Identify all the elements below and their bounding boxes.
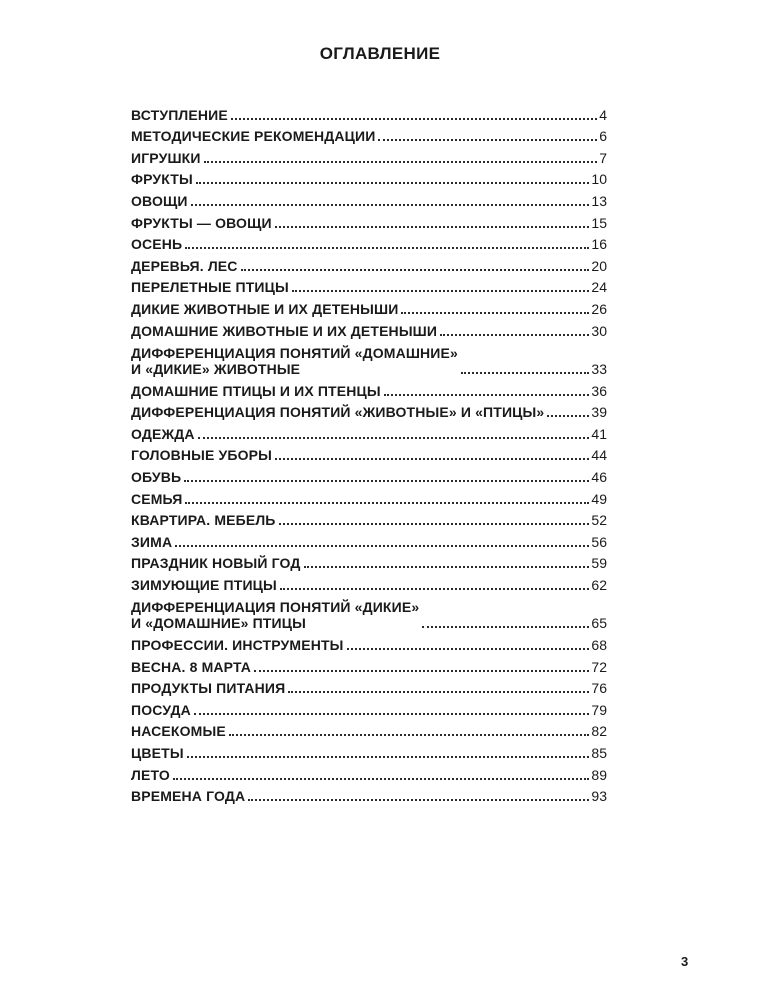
toc-entry-page: 79 [591, 701, 607, 718]
toc-entry-label: ДЕРЕВЬЯ. ЛЕС [131, 257, 238, 274]
toc-entry [131, 420, 607, 442]
toc-entry-page: 68 [591, 637, 607, 654]
dot-leader [461, 372, 589, 374]
dot-leader [187, 756, 590, 758]
dot-leader [347, 648, 590, 650]
toc-entry-page: 30 [591, 322, 607, 339]
toc-entry [131, 739, 607, 761]
toc-entry-label: ДИФФЕРЕНЦИАЦИЯ ПОНЯТИЙ «ЖИВОТНЫЕ» И «ПТИЦЫ» [131, 404, 545, 421]
toc-entry [131, 783, 607, 805]
toc-entry-page: 10 [591, 171, 607, 188]
toc-entry-page: 6 [599, 128, 607, 145]
toc-entry-label: ОСЕНЬ [131, 236, 183, 253]
toc-entry-page: 13 [591, 192, 607, 209]
toc-entry [131, 571, 607, 593]
dot-leader [185, 247, 589, 249]
toc-entry-label: ФРУКТЫ [131, 171, 193, 188]
page-number: 3 [681, 954, 689, 969]
toc-entry-label: ОДЕЖДА [131, 425, 195, 442]
toc-entry-page: 16 [591, 236, 607, 253]
toc-entry [131, 252, 607, 274]
toc-entry-label: КВАРТИРА. МЕБЕЛЬ [131, 512, 276, 529]
toc-entry-page: 59 [591, 555, 607, 572]
dot-leader [229, 734, 590, 736]
toc-entry-label: СЕМЬЯ [131, 490, 183, 507]
toc-entry-page: 62 [591, 576, 607, 593]
toc-entry [131, 653, 607, 675]
toc-entry [131, 593, 607, 632]
toc-entry-page: 39 [591, 404, 607, 421]
dot-leader [279, 523, 590, 525]
toc-entry-page: 44 [591, 447, 607, 464]
toc-entry-label: ВРЕМЕНА ГОДА [131, 788, 246, 805]
dot-leader [378, 139, 597, 141]
dot-leader [184, 480, 589, 482]
dot-leader [194, 713, 590, 715]
toc-entry-page: 24 [591, 279, 607, 296]
toc-entry-page: 46 [591, 469, 607, 485]
toc-entry [131, 187, 607, 209]
toc-entry-label: ПРОФЕССИИ. ИНСТРУМЕНТЫ [131, 637, 344, 654]
dot-leader [198, 437, 590, 439]
toc-entry-page: 89 [591, 766, 607, 783]
toc-entry [131, 274, 607, 296]
toc-entry-page: 65 [591, 615, 607, 632]
table-of-contents [131, 101, 607, 804]
toc-entry-label: ДИФФЕРЕНЦИАЦИЯ ПОНЯТИЙ «ДИКИЕ» И «ДОМАШНИЕ» ПТИЦЫ [131, 599, 420, 632]
toc-entry [131, 231, 607, 253]
toc-entry [131, 761, 607, 783]
toc-entry [131, 123, 607, 145]
dot-leader [422, 626, 589, 628]
toc-entry-page: 85 [591, 745, 607, 762]
toc-entry-page: 76 [591, 680, 607, 697]
toc-entry [131, 696, 607, 718]
toc-entry-page: 82 [591, 723, 607, 740]
dot-leader [384, 394, 590, 396]
toc-entry-label: ПРАЗДНИК НОВЫЙ ГОД [131, 555, 301, 572]
toc-entry-label: ЗИМУЮЩИЕ ПТИЦЫ [131, 576, 277, 593]
toc-entry [131, 377, 607, 399]
dot-leader [204, 161, 598, 163]
toc-entry-label: ВСТУПЛЕНИЕ [131, 106, 228, 123]
toc-entry [131, 631, 607, 653]
toc-entry [131, 339, 607, 378]
dot-leader [241, 269, 590, 271]
toc-entry-label: ИГРУШКИ [131, 149, 201, 166]
dot-leader [231, 118, 597, 120]
toc-entry-label: ПОСУДА [131, 701, 191, 718]
toc-entry [131, 101, 607, 123]
toc-entry-page: 26 [591, 300, 607, 317]
toc-entry-page: 41 [591, 425, 607, 442]
toc-entry [131, 718, 607, 740]
toc-entry-label: ЛЕТО [131, 766, 170, 783]
toc-entry-label: ЦВЕТЫ [131, 745, 184, 762]
toc-entry-label: ДИФФЕРЕНЦИАЦИЯ ПОНЯТИЙ «ДОМАШНИЕ» И «ДИКИЕ» ЖИВОТНЫЕ [131, 345, 458, 378]
toc-entry-label: ОВОЩИ [131, 192, 188, 209]
toc-entry [131, 442, 607, 464]
toc-entry-page: 72 [591, 658, 607, 675]
toc-entry-label: МЕТОДИЧЕСКИЕ РЕКОМЕНДАЦИИ [131, 128, 376, 145]
toc-entry [131, 144, 607, 166]
toc-entry [131, 528, 607, 550]
toc-entry-label: ПРОДУКТЫ ПИТАНИЯ [131, 680, 286, 697]
dot-leader [248, 799, 589, 801]
dot-leader [185, 502, 589, 504]
toc-entry-page: 15 [591, 214, 607, 231]
toc-entry [131, 485, 607, 507]
toc-entry-page: 7 [599, 149, 607, 166]
dot-leader [292, 290, 590, 292]
toc-entry [131, 463, 607, 485]
toc-entry-page: 93 [591, 788, 607, 805]
toc-title: ОГЛАВЛЕНИЕ [319, 44, 441, 63]
dot-leader [440, 334, 589, 336]
toc-entry-page: 52 [591, 512, 607, 529]
toc-entry-label: ДОМАШНИЕ ЖИВОТНЫЕ И ИХ ДЕТЕНЫШИ [131, 322, 438, 339]
toc-entry-page: 33 [591, 361, 607, 378]
toc-entry [131, 399, 607, 421]
toc-entry-label: ОБУВЬ [131, 469, 182, 485]
toc-entry-page: 49 [591, 490, 607, 507]
dot-leader [401, 312, 589, 314]
toc-entry-page: 4 [599, 106, 607, 123]
dot-leader [288, 691, 589, 693]
toc-entry [131, 507, 607, 529]
toc-entry-page: 20 [591, 257, 607, 274]
dot-leader [275, 458, 589, 460]
dot-leader [175, 545, 589, 547]
dot-leader [280, 588, 590, 590]
toc-entry-page: 36 [591, 382, 607, 399]
dot-leader [191, 204, 590, 206]
dot-leader [173, 778, 590, 780]
toc-entry-label: ГОЛОВНЫЕ УБОРЫ [131, 447, 272, 464]
dot-leader [275, 226, 590, 228]
toc-entry-label: ДИКИЕ ЖИВОТНЫЕ И ИХ ДЕТЕНЫШИ [131, 300, 399, 317]
toc-entry-label: ВЕСНА. 8 МАРТА [131, 658, 252, 675]
dot-leader [304, 566, 590, 568]
toc-entry-label: ДОМАШНИЕ ПТИЦЫ И ИХ ПТЕНЦЫ [131, 382, 381, 399]
toc-entry-page: 56 [591, 533, 607, 550]
toc-entry [131, 209, 607, 231]
toc-entry [131, 675, 607, 697]
toc-entry-label: ЗИМА [131, 533, 173, 550]
dot-leader [547, 415, 589, 417]
dot-leader [254, 670, 589, 672]
dot-leader [196, 182, 590, 184]
toc-entry [131, 550, 607, 572]
toc-entry-label: ПЕРЕЛЕТНЫЕ ПТИЦЫ [131, 279, 289, 296]
toc-entry [131, 317, 607, 339]
toc-entry-label: ФРУКТЫ — ОВОЩИ [131, 214, 272, 231]
toc-entry [131, 295, 607, 317]
toc-entry [131, 166, 607, 188]
toc-entry-label: НАСЕКОМЫЕ [131, 723, 226, 740]
